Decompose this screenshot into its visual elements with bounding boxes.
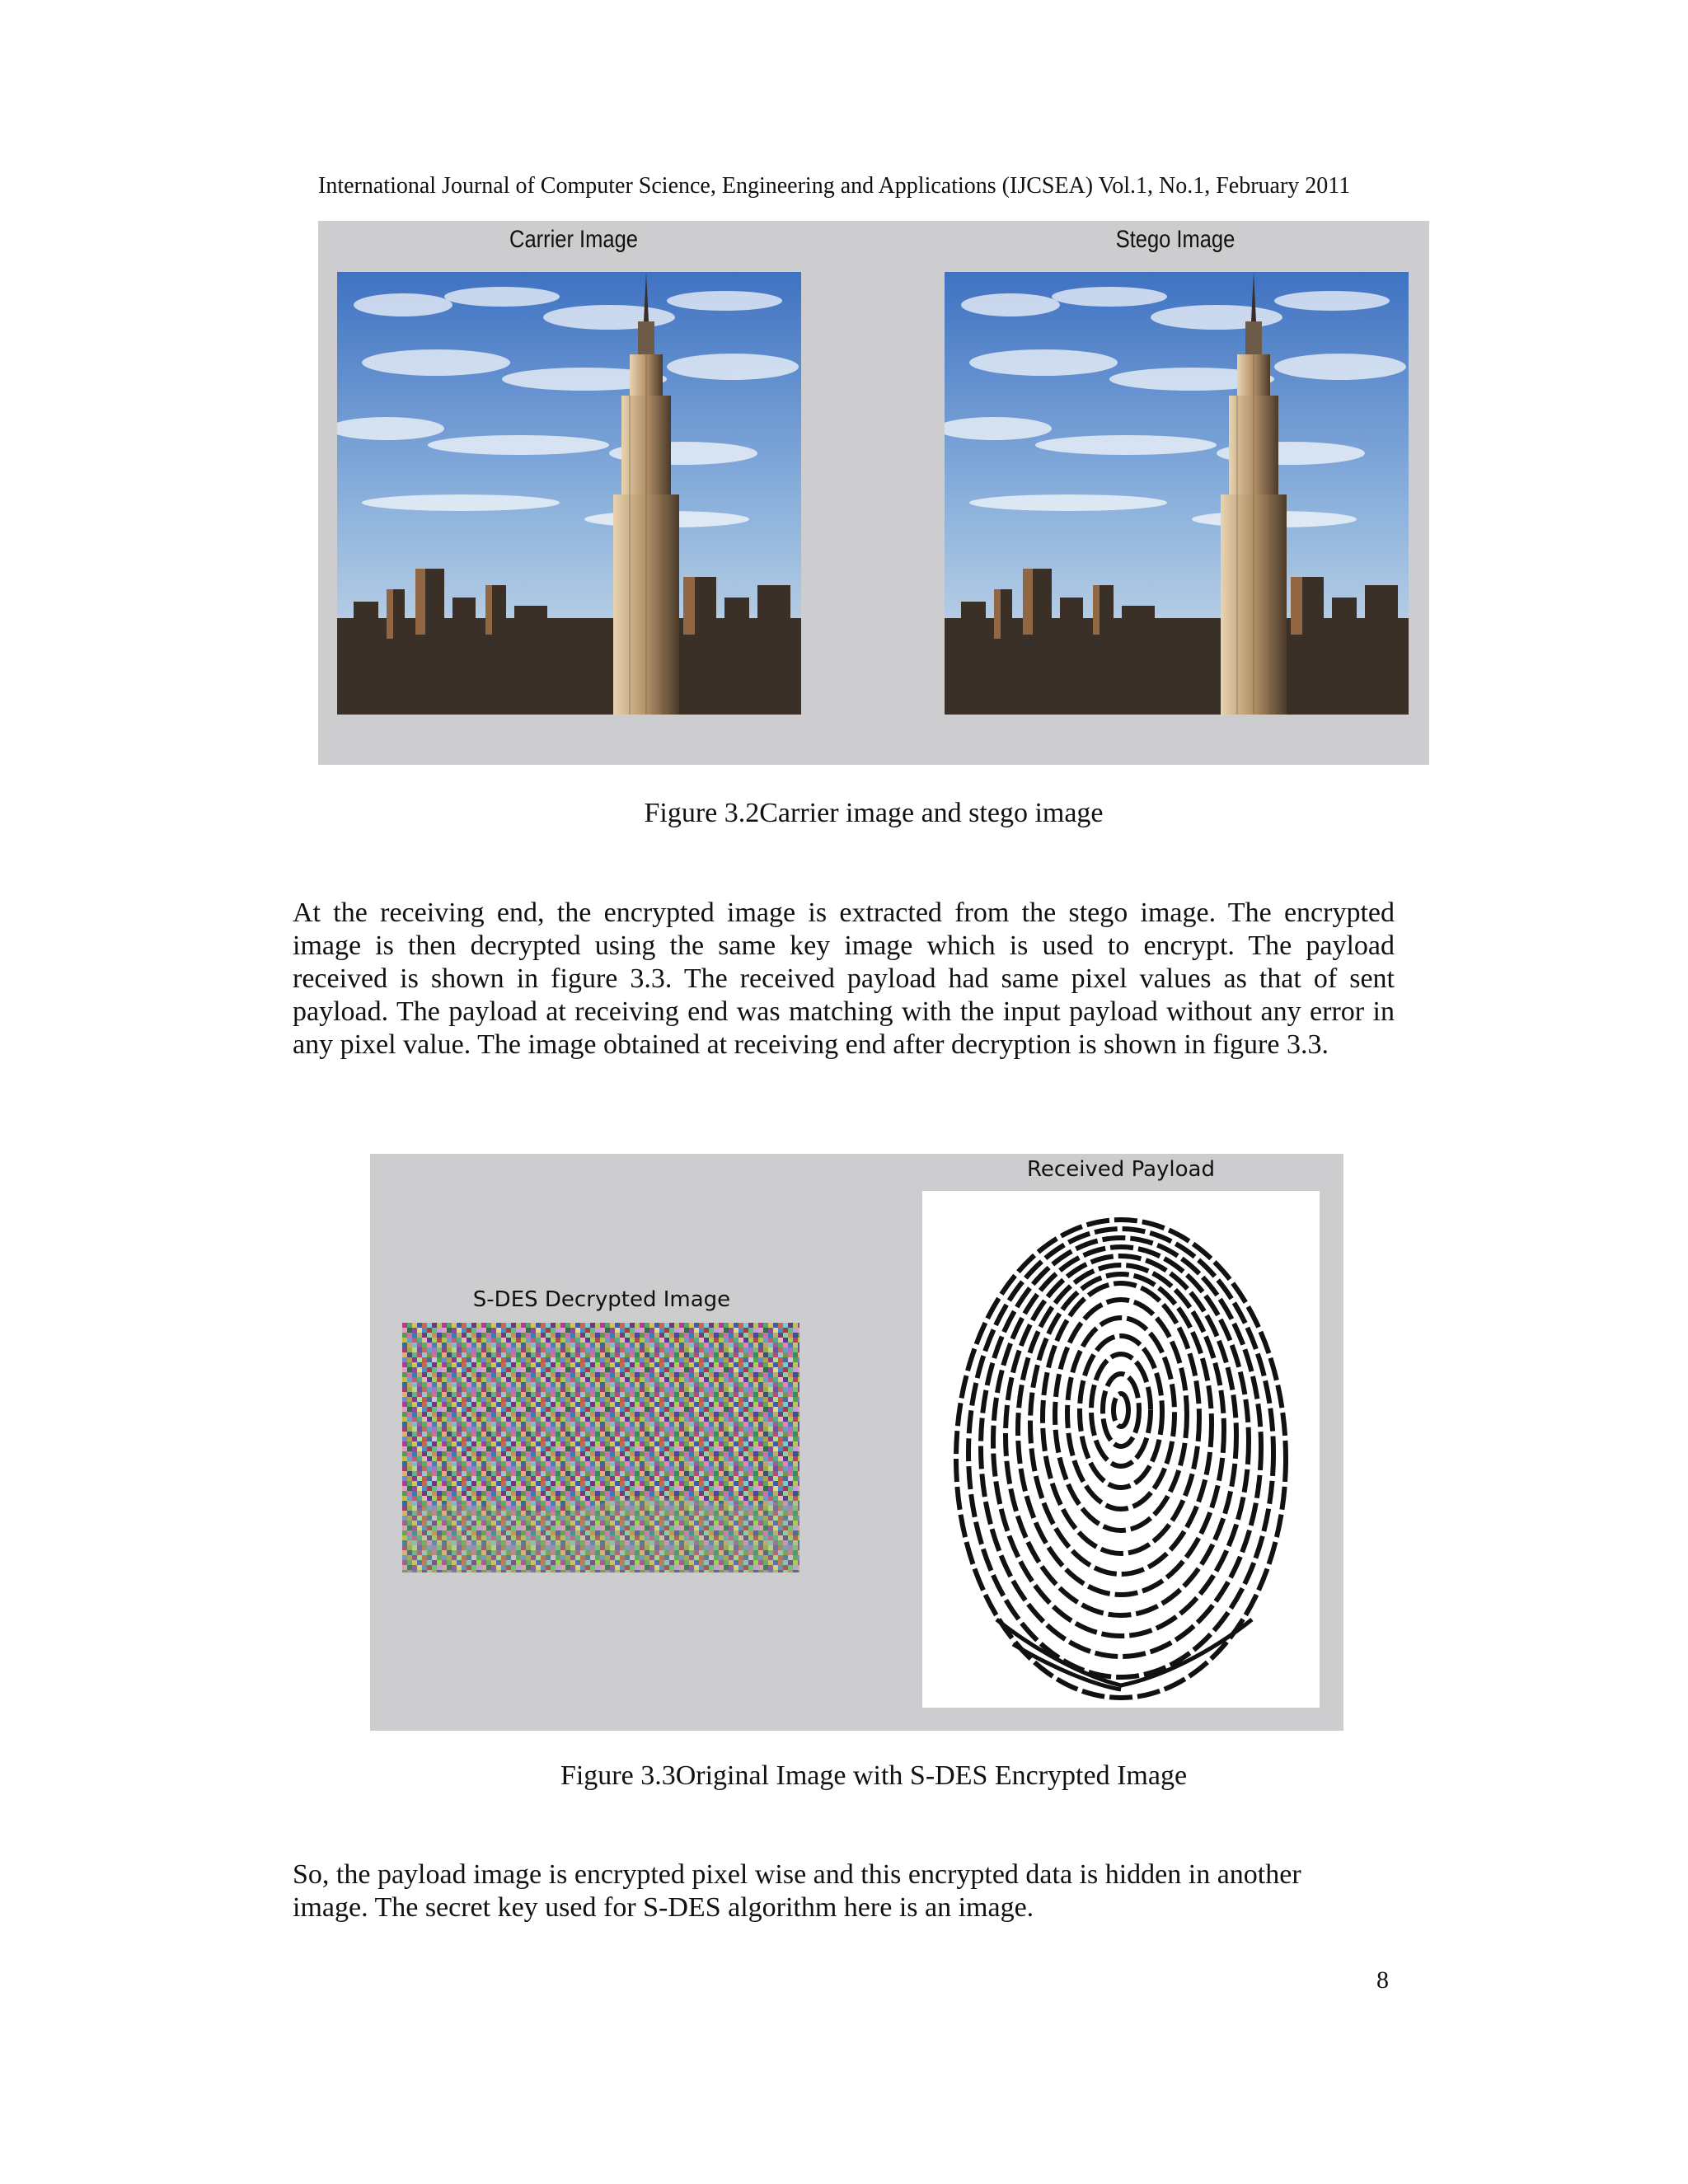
paragraph-1 bbox=[293, 897, 1395, 1062]
paragraph-1-line: At the receiving end, the encrypted image is extracted from the stego image. The encrypted bbox=[293, 898, 1395, 928]
decrypted-noise-image bbox=[402, 1323, 799, 1572]
figure-3-2-panel bbox=[318, 221, 1429, 765]
stego-image bbox=[945, 272, 1409, 715]
paragraph-2-line: So, the payload image is encrypted pixel wise and this encrypted data is hidden in another bbox=[293, 1859, 1301, 1890]
carrier-image-title: Carrier Image bbox=[509, 226, 638, 253]
figure-3-3-panel bbox=[370, 1154, 1343, 1731]
received-payload-fingerprint bbox=[922, 1191, 1320, 1708]
paragraph-1-line: image is then decrypted using the same key image which is used to encrypt. The payload bbox=[293, 930, 1395, 961]
figure-3-3-caption: Figure 3.3Original Image with S-DES Encrypted Image bbox=[560, 1760, 1188, 1791]
figure-3-2-caption: Figure 3.2Carrier image and stego image bbox=[644, 798, 1104, 828]
decrypted-image-title: S-DES Decrypted Image bbox=[472, 1287, 731, 1312]
stego-image-title: Stego Image bbox=[1115, 226, 1236, 253]
paragraph-1-line: payload. The payload at receiving end was matching with the input payload without any error in bbox=[293, 996, 1395, 1027]
received-payload-title: Received Payload bbox=[1027, 1157, 1215, 1182]
paragraph-1-line: any pixel value. The image obtained at receiving end after decryption is shown in figure 3.3. bbox=[293, 1029, 1329, 1060]
page-number: 8 bbox=[1376, 1966, 1389, 1994]
carrier-image bbox=[337, 272, 801, 715]
paragraph-1-line: received is shown in figure 3.3. The received payload had same pixel values as that of sent bbox=[293, 963, 1395, 994]
paragraph-2 bbox=[293, 1858, 1395, 1924]
journal-header: International Journal of Computer Science, Engineering and Applications (IJCSEA) Vol.1, No.1, February 2011 bbox=[318, 173, 1351, 199]
paragraph-2-line: image. The secret key used for S-DES algorithm here is an image. bbox=[293, 1892, 1034, 1923]
